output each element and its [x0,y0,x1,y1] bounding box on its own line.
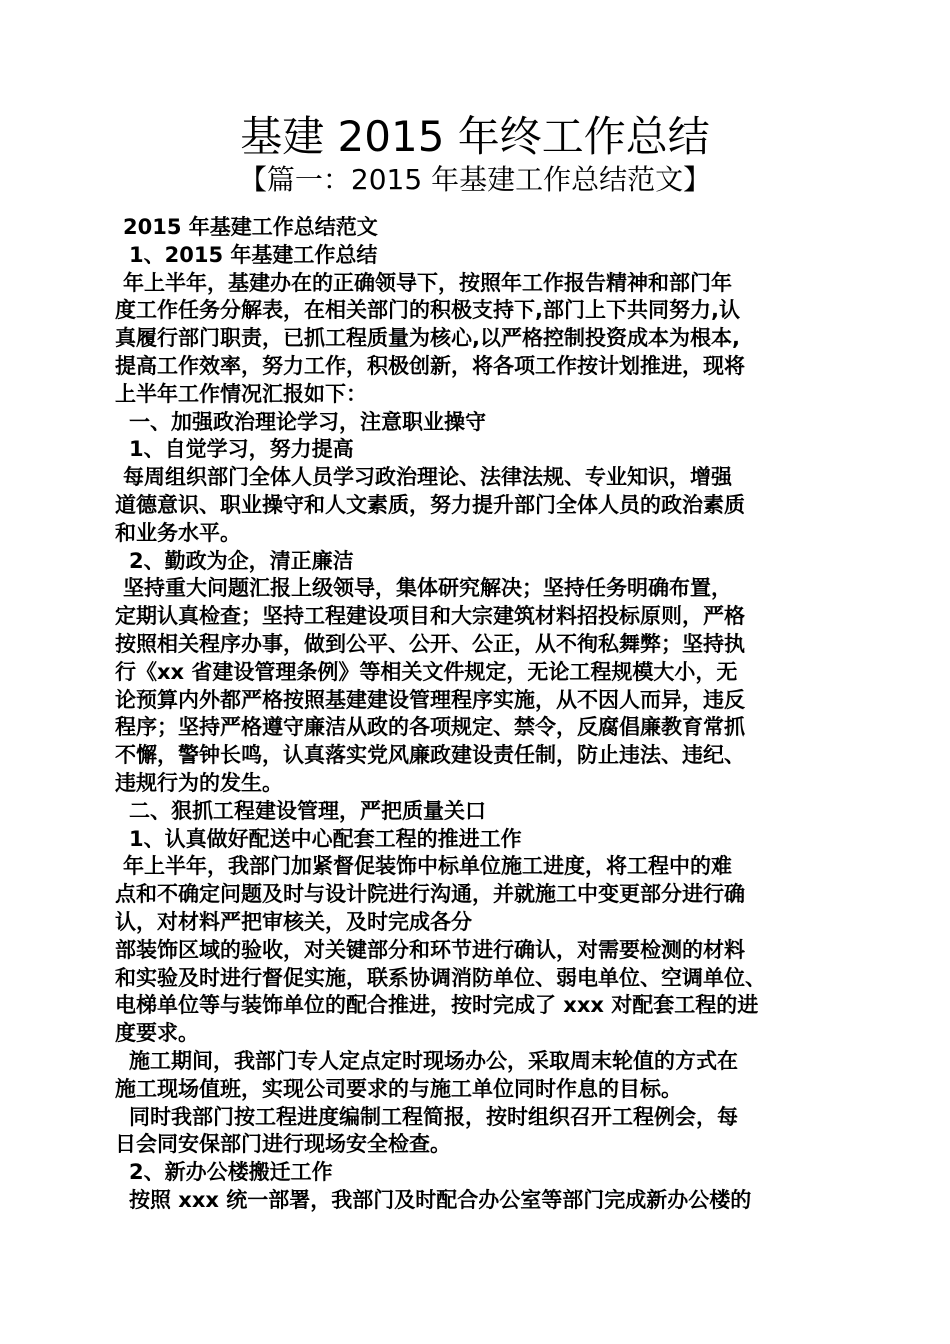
paragraph-line: 部装饰区域的验收，对关键部分和环节进行确认，对需要检测的材料 [115,937,745,962]
paragraph-line: 点和不确定问题及时与设计院进行沟通，并就施工中变更部分进行确 [115,882,745,907]
paragraph-line: 施工期间，我部门专人定点定时现场办公，采取周末轮值的方式在 [129,1048,738,1073]
section-heading: 二、狠抓工程建设管理，严把质量关口 [129,798,486,823]
paragraph-line: 每周组织部门全体人员学习政治理论、法律法规、专业知识，增强 [123,465,732,490]
section-heading: 1、2015 年基建工作总结 [129,242,378,267]
paragraph-line: 和业务水平。 [115,520,241,545]
document-body [115,214,855,1215]
section-heading: 2015 年基建工作总结范文 [123,215,378,239]
document-title: 基建 2015 年终工作总结 [240,112,710,161]
paragraph-line: 行《xx 省建设管理条例》等相关文件规定，无论工程规模大小，无 [115,659,738,684]
paragraph-line: 日会同安保部门进行现场安全检查。 [115,1132,451,1157]
paragraph-line: 度要求。 [115,1021,199,1046]
section-heading: 一、加强政治理论学习，注意职业操守 [129,409,486,434]
paragraph-line: 违规行为的发生。 [115,770,283,795]
section-heading: 2、新办公楼搬迁工作 [129,1160,333,1185]
paragraph-line: 道德意识、职业操守和人文素质，努力提升部门全体人员的政治素质 [115,492,745,517]
paragraph-line: 年上半年，基建办在的正确领导下，按照年工作报告精神和部门年 [123,270,732,295]
paragraph-line: 度工作任务分解表，在相关部门的积极支持下,部门上下共同努力,认 [115,298,740,323]
paragraph-line: 提高工作效率，努力工作，积极创新，将各项工作按计划推进，现将 [115,353,745,378]
section-heading: 1、自觉学习，努力提高 [129,437,354,462]
paragraph-line: 定期认真检查；坚持工程建设项目和大宗建筑材料招投标原则，严格 [115,604,745,629]
paragraph-line: 电梯单位等与装饰单位的配合推进，按时完成了 xxx 对配套工程的进 [115,993,759,1018]
paragraph-line: 施工现场值班，实现公司要求的与施工单位同时作息的目标。 [115,1076,682,1101]
paragraph-line: 按照相关程序办事，做到公平、公开、公正，从不徇私舞弊；坚持执 [115,631,745,656]
paragraph-line: 程序；坚持严格遵守廉洁从政的各项规定、禁令，反腐倡廉教育常抓 [115,715,745,740]
paragraph-line: 按照 xxx 统一部署，我部门及时配合办公室等部门完成新办公楼的 [129,1187,752,1212]
paragraph-line: 和实验及时进行督促实施，联系协调消防单位、弱电单位、空调单位、 [115,965,766,990]
paragraph-line: 论预算内外都严格按照基建建设管理程序实施，从不因人而异，违反 [115,687,745,712]
section-heading: 1、认真做好配送中心配套工程的推进工作 [129,826,522,851]
paragraph-line: 上半年工作情况汇报如下： [115,381,367,406]
paragraph-line: 不懈，警钟长鸣，认真落实党风廉政建设责任制，防止违法、违纪、 [115,743,745,768]
section-heading: 2、勤政为企，清正廉洁 [129,548,354,573]
document-subtitle: 【篇一：2015 年基建工作总结范文】 [238,163,712,196]
paragraph-line: 年上半年，我部门加紧督促装饰中标单位施工进度，将工程中的难 [123,854,732,879]
paragraph-line: 坚持重大问题汇报上级领导，集体研究解决；坚持任务明确布置， [123,576,732,601]
paragraph-line: 认，对材料严把审核关，及时完成各分 [115,909,472,934]
paragraph-line: 同时我部门按工程进度编制工程简报，按时组织召开工程例会，每 [129,1104,738,1129]
paragraph-line: 真履行部门职责，已抓工程质量为核心,以严格控制投资成本为根本, [115,326,740,351]
